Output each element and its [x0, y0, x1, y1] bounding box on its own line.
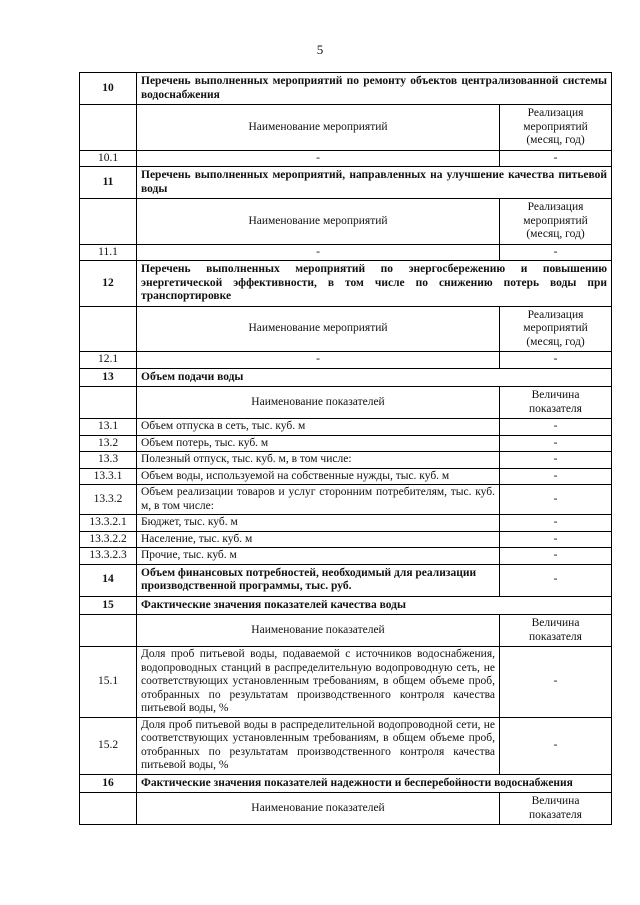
row-value: - — [500, 548, 612, 565]
table-row — [80, 485, 612, 515]
row-number: 12.1 — [80, 352, 137, 369]
column-header-row — [80, 387, 612, 419]
section-row — [80, 261, 612, 307]
header-number-cell — [80, 387, 137, 419]
table-row — [80, 419, 612, 436]
section-title: Перечень выполненных мероприятий, направленных на улучшение качества питьевой воды — [137, 167, 612, 199]
section-title: Фактические значения показателей надежности и бесперебойности водоснабжения — [137, 774, 612, 793]
row-text: Объем реализации товаров и услуг сторонним потребителям, тыс. куб. м, в том числе: — [137, 485, 500, 515]
header-number-cell — [80, 306, 137, 352]
section-number: 14 — [80, 564, 137, 596]
section-title: Перечень выполненных мероприятий по ремонту объектов централизованной системы водоснабжения — [137, 73, 612, 105]
section-number: 13 — [80, 368, 137, 387]
table-row — [80, 352, 612, 369]
row-text: Объем отпуска в сеть, тыс. куб. м — [137, 419, 500, 436]
row-value: - — [500, 244, 612, 261]
row-value: - — [500, 485, 612, 515]
column-header-name: Наименование мероприятий — [137, 306, 500, 352]
row-text: - — [137, 244, 500, 261]
row-text: Полезный отпуск, тыс. куб. м, в том числе: — [137, 452, 500, 469]
table-row — [80, 717, 612, 774]
table-row — [80, 531, 612, 548]
header-number-cell — [80, 105, 137, 151]
column-header-row — [80, 793, 612, 825]
column-header-value: Реализация мероприятий (месяц, год) — [500, 306, 612, 352]
row-value: - — [500, 419, 612, 436]
table-row — [80, 452, 612, 469]
table-row — [80, 468, 612, 485]
column-header-row — [80, 105, 612, 151]
table-row — [80, 515, 612, 532]
column-header-value: Величина показателя — [500, 615, 612, 647]
row-value: - — [500, 452, 612, 469]
section-number: 12 — [80, 261, 137, 307]
column-header-row — [80, 199, 612, 245]
row-value: - — [500, 150, 612, 167]
row-number: 13.3 — [80, 452, 137, 469]
section-title: Объем финансовых потребностей, необходимый для реализации производственной программы, тыс. руб. — [137, 564, 500, 596]
column-header-name: Наименование показателей — [137, 387, 500, 419]
table-row — [80, 244, 612, 261]
section-number: 10 — [80, 73, 137, 105]
table-row — [80, 548, 612, 565]
header-number-cell — [80, 199, 137, 245]
column-header-name: Наименование мероприятий — [137, 105, 500, 151]
row-number: 13.3.2.2 — [80, 531, 137, 548]
section-number: 11 — [80, 167, 137, 199]
column-header-name: Наименование мероприятий — [137, 199, 500, 245]
section-number: 15 — [80, 596, 137, 615]
row-value: - — [500, 515, 612, 532]
row-text: - — [137, 352, 500, 369]
production-program-table — [79, 72, 612, 825]
table-row — [80, 150, 612, 167]
row-text: Прочие, тыс. куб. м — [137, 548, 500, 565]
row-text: Доля проб питьевой воды в распределительной водопроводной сети, не соответствующих установленным требованиям, в общем объеме проб, отобранных по результатам производственного контроля качества питьевой воды, % — [137, 717, 500, 774]
section-title: Перечень выполненных мероприятий по энергосбережению и повышению энергетической эффективности, в том числе по снижению потерь воды при транспортировке — [137, 261, 612, 307]
row-number: 13.3.2.3 — [80, 548, 137, 565]
section-row — [80, 564, 612, 596]
row-number: 15.1 — [80, 647, 137, 718]
row-number: 13.2 — [80, 435, 137, 452]
row-number: 10.1 — [80, 150, 137, 167]
row-value: - — [500, 435, 612, 452]
column-header-name: Наименование показателей — [137, 793, 500, 825]
row-number: 13.3.1 — [80, 468, 137, 485]
column-header-value: Величина показателя — [500, 387, 612, 419]
row-text: Бюджет, тыс. куб. м — [137, 515, 500, 532]
row-number: 11.1 — [80, 244, 137, 261]
row-value: - — [500, 647, 612, 718]
header-number-cell — [80, 615, 137, 647]
column-header-row — [80, 615, 612, 647]
column-header-value: Реализация мероприятий (месяц, год) — [500, 105, 612, 151]
column-header-value: Реализация мероприятий (месяц, год) — [500, 199, 612, 245]
row-text: Объем потерь, тыс. куб. м — [137, 435, 500, 452]
header-number-cell — [80, 793, 137, 825]
section-row — [80, 368, 612, 387]
row-text: Объем воды, используемой на собственные нужды, тыс. куб. м — [137, 468, 500, 485]
section-number: 16 — [80, 774, 137, 793]
section-row — [80, 596, 612, 615]
column-header-row — [80, 306, 612, 352]
row-number: 13.3.2.1 — [80, 515, 137, 532]
page-number: 5 — [316, 42, 324, 57]
section-value: - — [500, 564, 612, 596]
section-row — [80, 73, 612, 105]
row-value: - — [500, 352, 612, 369]
table-row — [80, 647, 612, 718]
row-text: Доля проб питьевой воды, подаваемой с источников водоснабжения, водопроводных станций в распределительную водопроводную сеть, не соответствующих установленным требованиям, в общем объеме проб, отобранных по результатам производственного контроля качества питьевой воды, % — [137, 647, 500, 718]
column-header-value: Величина показателя — [500, 793, 612, 825]
section-title: Объем подачи воды — [137, 368, 612, 387]
row-number: 13.1 — [80, 419, 137, 436]
column-header-name: Наименование показателей — [137, 615, 500, 647]
section-title: Фактические значения показателей качества воды — [137, 596, 612, 615]
row-number: 13.3.2 — [80, 485, 137, 515]
row-value: - — [500, 717, 612, 774]
section-row — [80, 167, 612, 199]
table-row — [80, 435, 612, 452]
row-number: 15.2 — [80, 717, 137, 774]
section-row — [80, 774, 612, 793]
row-value: - — [500, 531, 612, 548]
row-value: - — [500, 468, 612, 485]
row-text: Население, тыс. куб. м — [137, 531, 500, 548]
row-text: - — [137, 150, 500, 167]
